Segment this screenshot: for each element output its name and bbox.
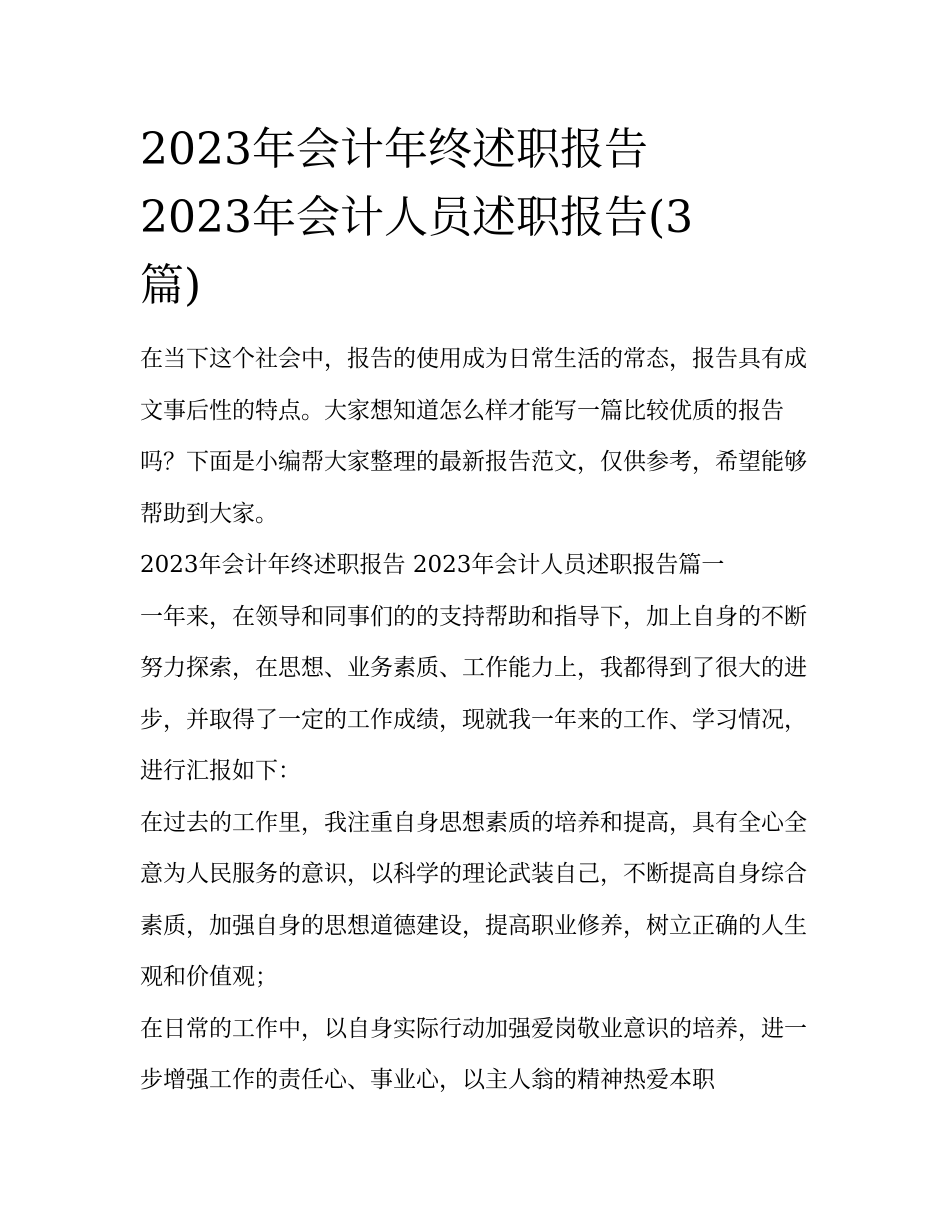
document-body (140, 116, 816, 1107)
title-line: 篇) (140, 260, 202, 311)
intro-paragraph: 在当下这个社会中，报告的使用成为日常生活的常态，报告具有成文事后性的特点。大家想知道怎么样才能写一篇比较优质的报告吗？下面是小编帮大家整理的最新报告范文，仅供参考，希望能够帮助到大家。 (140, 346, 807, 527)
section-heading: 2023年会计年终述职报告 2023年会计人员述职报告篇一 (140, 552, 725, 578)
title-line: 2023年会计人员述职报告(3 (140, 192, 694, 243)
body-paragraph: 在过去的工作里，我注重自身思想素质的培养和提高，具有全心全意为人民服务的意识，以科学的理论武装自己，不断提高自身综合素质，加强自身的思想道德建设，提高职业修养，树立正确的人生观和价值观； (140, 809, 807, 990)
title-line: 2023年会计年终述职报告 (140, 124, 648, 175)
body-paragraph: 一年来，在领导和同事们的的支持帮助和指导下，加上自身的不断努力探索，在思想、业务素质、工作能力上，我都得到了很大的进步，并取得了一定的工作成绩，现就我一年来的工作、学习情况，进行汇报如下： (140, 603, 807, 784)
document-title (140, 116, 816, 320)
body-paragraph: 在日常的工作中，以自身实际行动加强爱岗敬业意识的培养，进一步增强工作的责任心、事业心，以主人翁的精神热爱本职 (140, 1015, 807, 1093)
